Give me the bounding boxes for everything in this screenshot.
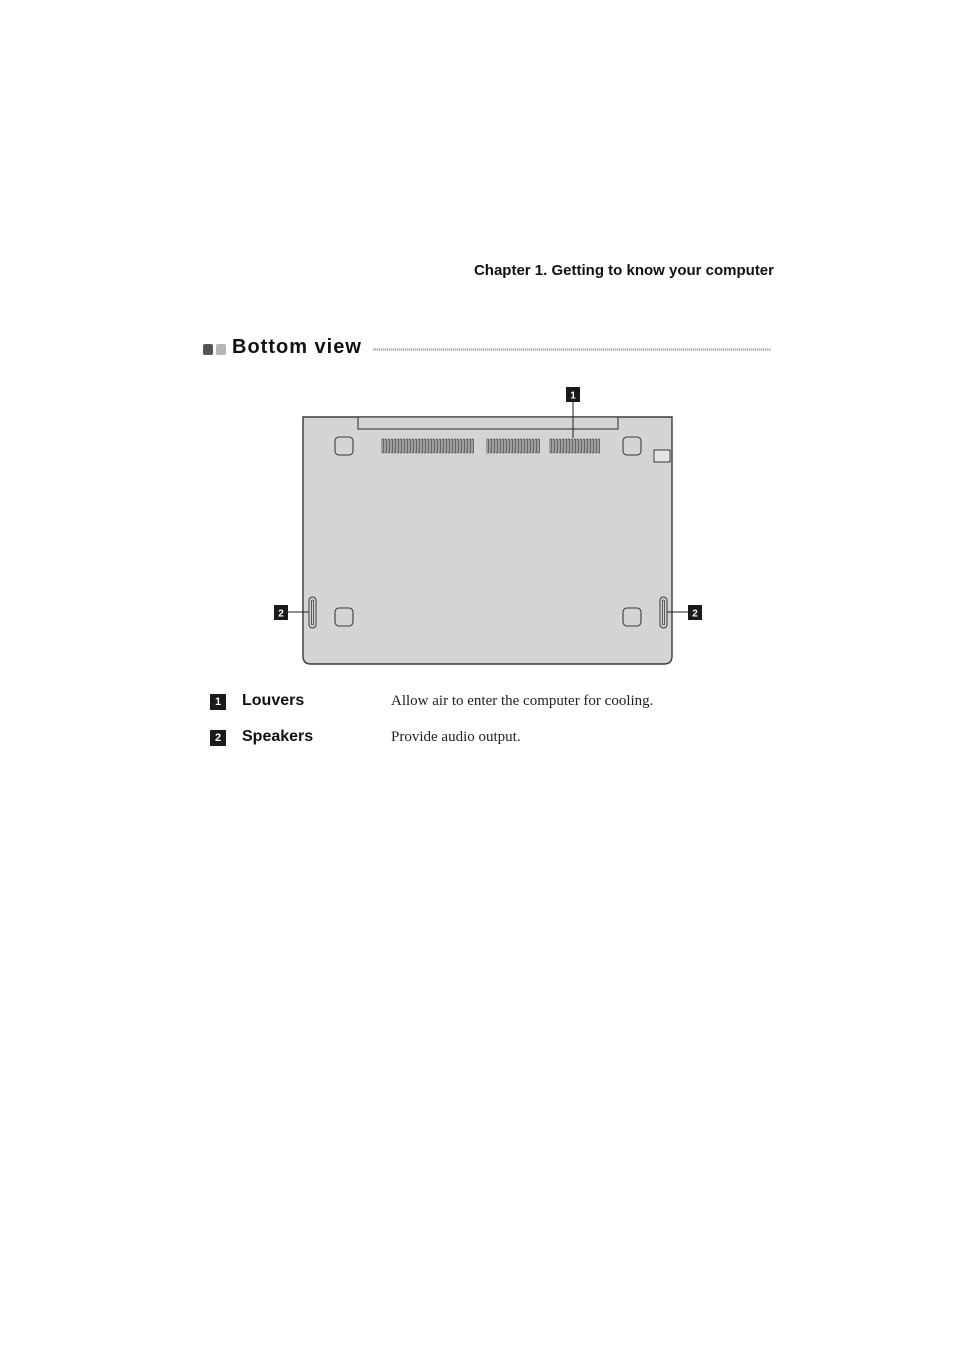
bullet-dark-icon bbox=[203, 344, 213, 355]
callout-2-left bbox=[274, 605, 288, 620]
legend-number-badge: 1 bbox=[210, 694, 226, 710]
side-port bbox=[654, 450, 670, 462]
legend-number-badge: 2 bbox=[210, 730, 226, 746]
speaker-left bbox=[309, 597, 316, 628]
section-bullets-icon bbox=[203, 344, 229, 356]
legend-row-louvers bbox=[210, 692, 770, 712]
callout-1-label: 1 bbox=[570, 390, 576, 402]
legend-term: Speakers bbox=[242, 728, 314, 745]
laptop-base-panel bbox=[303, 417, 672, 664]
callout-1 bbox=[566, 387, 580, 402]
section-divider bbox=[373, 348, 771, 351]
legend-term: Louvers bbox=[242, 692, 305, 709]
rubber-foot bbox=[623, 608, 641, 626]
rubber-foot bbox=[623, 437, 641, 455]
bullet-light-icon bbox=[216, 344, 226, 355]
rubber-foot bbox=[335, 608, 353, 626]
legend-description: Provide audio output. bbox=[391, 729, 521, 745]
callout-2-left-label: 2 bbox=[278, 608, 284, 620]
rubber-foot bbox=[335, 437, 353, 455]
speaker-right bbox=[660, 597, 667, 628]
callout-2-right-label: 2 bbox=[692, 608, 698, 620]
hinge-strip bbox=[358, 417, 618, 429]
callout-2-right bbox=[688, 605, 702, 620]
legend-row-speakers bbox=[210, 728, 770, 748]
section-title: Bottom view bbox=[232, 336, 362, 358]
section-heading bbox=[203, 335, 771, 363]
chapter-header: Chapter 1. Getting to know your computer bbox=[473, 262, 774, 279]
laptop-bottom-diagram bbox=[260, 380, 720, 670]
legend-description: Allow air to enter the computer for cooling. bbox=[391, 693, 654, 709]
